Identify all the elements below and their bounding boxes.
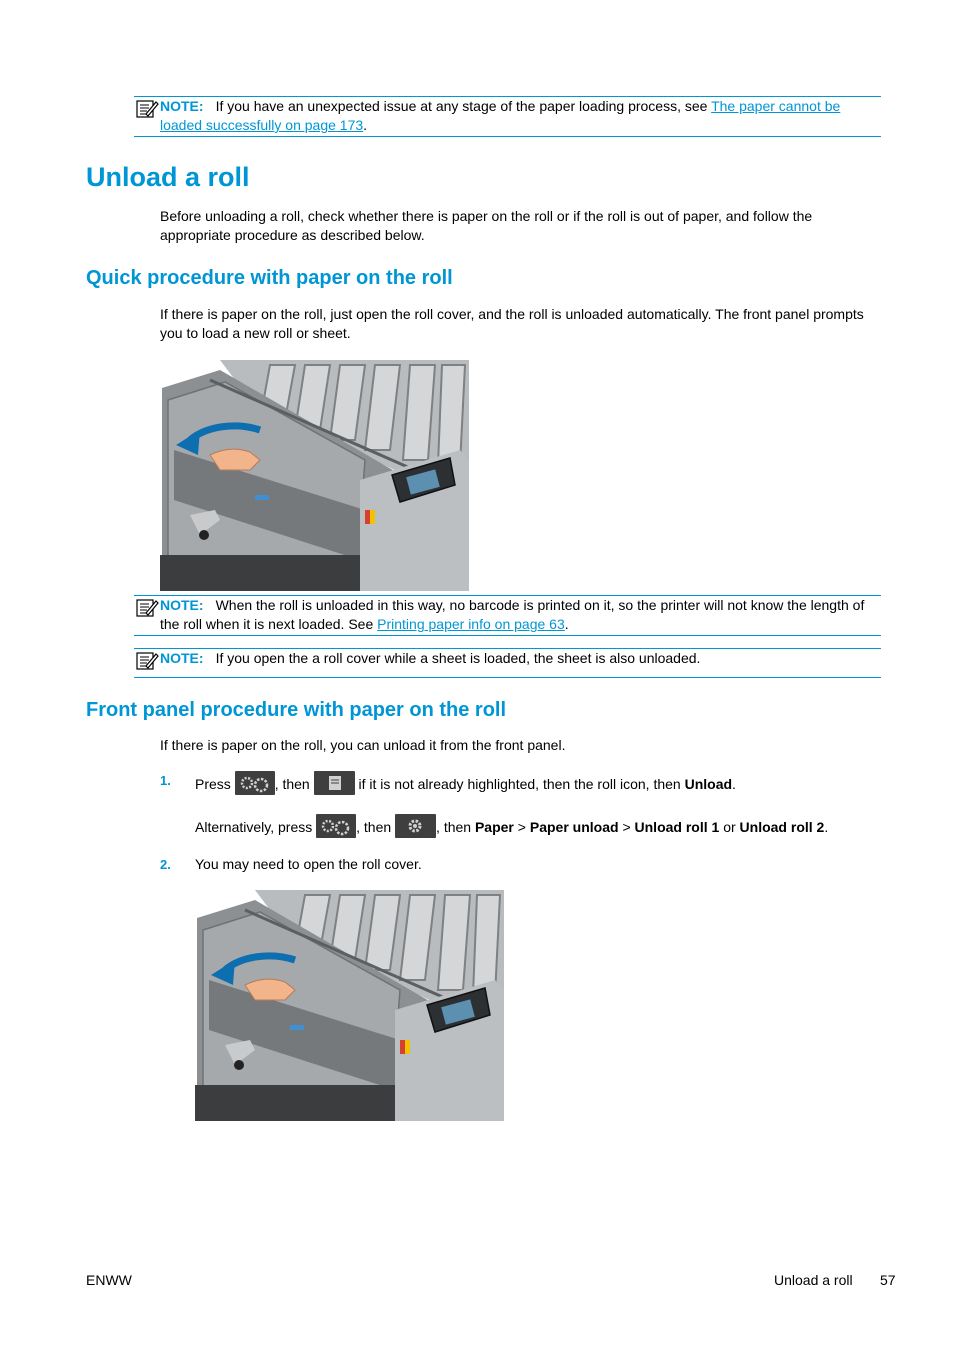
step-text: .: [732, 776, 736, 792]
step-text: if it is not already highlighted, then the roll icon, then: [358, 776, 681, 792]
step-2-text: You may need to open the roll cover.: [195, 856, 422, 872]
printer-illustration-front-panel: [195, 890, 504, 1121]
note-label: NOTE:: [160, 597, 204, 613]
printer-image: [160, 360, 469, 591]
unload-term: Unload: [684, 776, 733, 792]
note-icon: [135, 651, 159, 671]
step-text: Press: [195, 776, 231, 792]
unload-roll-2-term: Unload roll 2: [739, 819, 825, 835]
note-text: If you have an unexpected issue at any stage of the paper loading process, see: [215, 98, 712, 114]
section-heading-quick-procedure: Quick procedure with paper on the roll: [86, 267, 453, 289]
footer-left: ENWW: [86, 1272, 132, 1288]
paper-cannot-be-loaded-link[interactable]: The paper cannot be loaded successfully on page 173: [160, 98, 841, 133]
note-period: .: [564, 616, 569, 632]
step-number: 1.: [160, 773, 171, 788]
footer-page-number: 57: [880, 1272, 896, 1288]
step-text: or: [723, 819, 736, 835]
gear-icon[interactable]: [395, 814, 436, 838]
settings-gears-icon[interactable]: [235, 771, 275, 795]
page-title: Unload a roll: [86, 162, 250, 192]
printer-image: [195, 890, 504, 1121]
paper-menu-term: Paper: [474, 819, 514, 835]
note-icon: [135, 99, 159, 119]
step-number: 2.: [160, 857, 171, 872]
step-1-alternative-text: [195, 815, 885, 840]
footer-section-title: Unload a roll: [774, 1272, 853, 1288]
note-unexpected-issue: [134, 96, 881, 137]
note-label: NOTE:: [160, 650, 204, 666]
note-no-barcode: [134, 595, 881, 636]
paper-roll-icon[interactable]: [314, 771, 355, 795]
note-label: NOTE:: [160, 98, 204, 114]
printing-paper-info-link[interactable]: Printing paper info on page 63: [377, 616, 565, 632]
note-text: If you open the a roll cover while a sheet is loaded, the sheet is also unloaded.: [215, 650, 701, 666]
paper-unload-term: Paper unload: [529, 819, 619, 835]
step-1-text: [195, 772, 885, 797]
intro-paragraph: Before unloading a roll, check whether there is paper on the roll or if the roll is out of paper, and follow the appropriate procedure as described below.: [160, 208, 813, 243]
note-sheet-unloaded: [134, 648, 881, 678]
step-text: , then: [356, 819, 392, 835]
front-panel-paragraph: If there is paper on the roll, you can unload it from the front panel.: [160, 737, 566, 753]
step-text: , then: [436, 819, 472, 835]
step-text: , then: [274, 776, 310, 792]
printer-illustration-quick: [160, 360, 469, 591]
unload-roll-1-term: Unload roll 1: [634, 819, 720, 835]
note-period: .: [363, 117, 368, 133]
settings-gears-icon[interactable]: [316, 814, 356, 838]
note-icon: [135, 598, 159, 618]
note-text: When the roll is unloaded in this way, no barcode is printed on it, so the printer will not know the length of the roll when it is next loaded. See: [160, 597, 865, 632]
step-text: >: [517, 819, 526, 835]
step-text: .: [824, 819, 829, 835]
step-text: Alternatively, press: [195, 819, 313, 835]
step-text: >: [622, 819, 631, 835]
section-heading-front-panel-procedure: Front panel procedure with paper on the roll: [86, 699, 507, 721]
quick-procedure-paragraph: If there is paper on the roll, just open the roll cover, and the roll is unloaded automatically. The front panel prompts you to load a new roll or sheet.: [160, 306, 864, 341]
